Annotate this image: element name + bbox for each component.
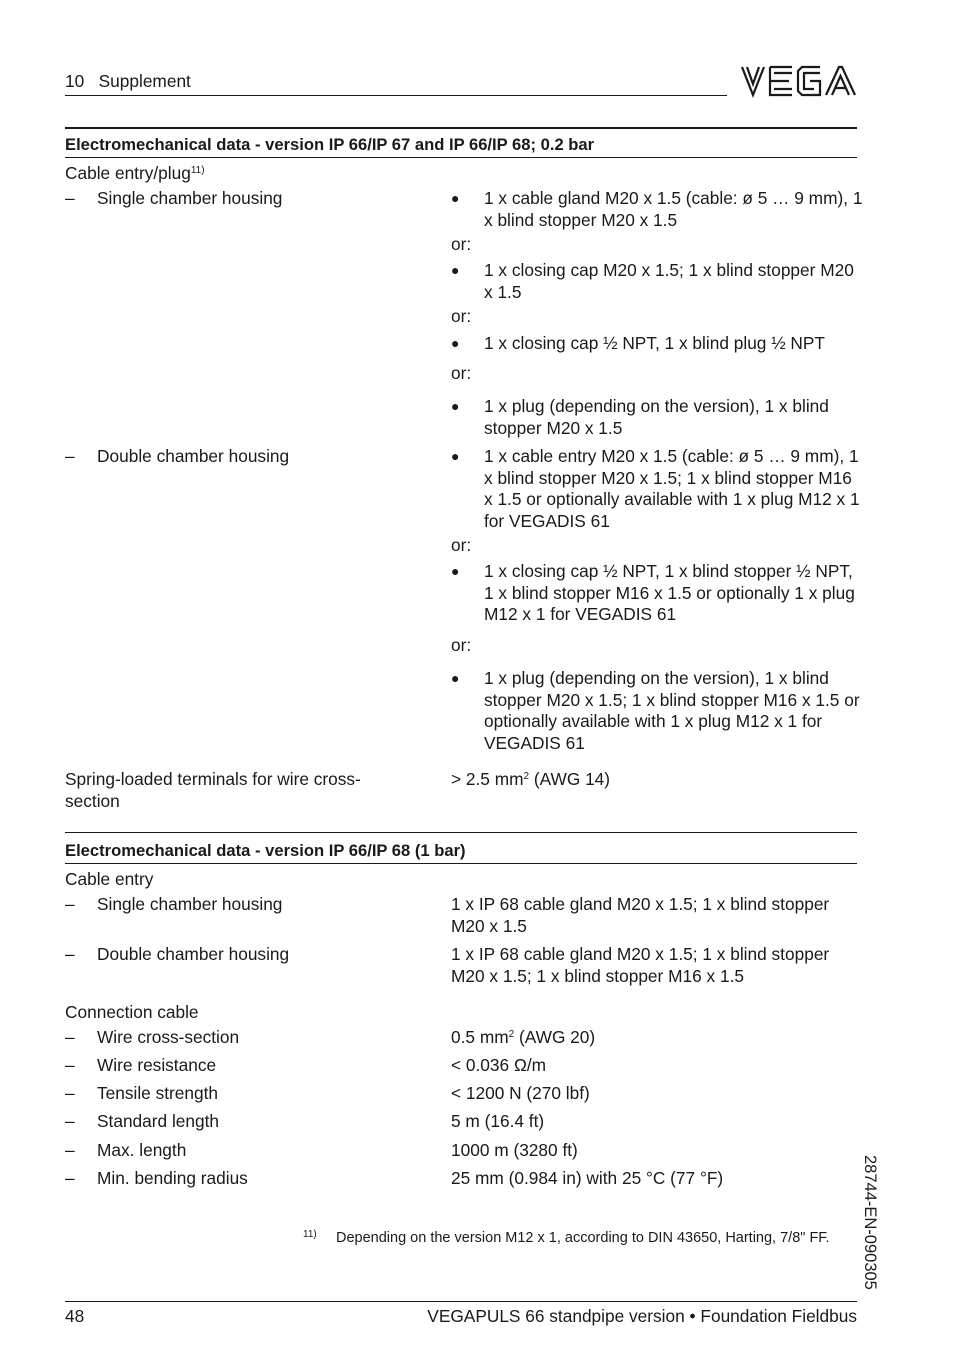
dash: – xyxy=(65,1111,75,1131)
value-pre: 0.5 mm xyxy=(451,1027,509,1047)
spring-terminals-label: Spring-loaded terminals for wire cross-section xyxy=(65,769,361,811)
cable-row-label: Tensile strength xyxy=(97,1083,219,1103)
cable-entry-label xyxy=(65,163,205,185)
single-chamber-label-ip68: Single chamber housing xyxy=(97,894,283,914)
cable-row-value: < 1200 N (270 lbf) xyxy=(451,1083,590,1103)
spring-terminals-value xyxy=(451,769,861,791)
section2-title: Electromechanical data - version IP 66/IP 68 (1 bar) xyxy=(65,841,466,860)
double-chamber-label: Double chamber housing xyxy=(97,446,290,466)
dash: – xyxy=(65,1055,75,1075)
bullet-icon: ● xyxy=(451,262,460,278)
value-sup: 2 xyxy=(508,1029,515,1040)
dash: – xyxy=(65,446,75,466)
vega-logo-mark xyxy=(740,64,858,98)
single-chamber-value-ip68: 1 x IP 68 cable gland M20 x 1.5; 1 x blind stopper M20 x 1.5 xyxy=(451,894,830,936)
single-item-1: 1 x cable gland M20 x 1.5 (cable: ø 5 … 9 mm), 1 x blind stopper M20 x 1.5 xyxy=(484,188,863,230)
bullet-icon: ● xyxy=(451,190,460,206)
double-item-3: 1 x plug (depending on the version), 1 x blind stopper M20 x 1.5; 1 x blind stopper M16 x 1.5 or optionally available with 1 x plug M12 x 1 for VEGADIS 61 xyxy=(484,668,860,753)
double-item-2: 1 x closing cap ½ NPT, 1 x blind stopper ½ NPT, 1 x blind stopper M16 x 1.5 or optionally 1 x plug M12 x 1 for VEGADIS 61 xyxy=(484,561,855,625)
section2-title-rule xyxy=(65,863,857,864)
spring-value-pre: > 2.5 mm xyxy=(451,769,524,789)
footer-rule xyxy=(65,1301,857,1302)
or-label: or: xyxy=(451,363,472,383)
cable-row-value: 25 mm (0.984 in) with 25 °C (77 °F) xyxy=(451,1168,724,1188)
bullet-icon: ● xyxy=(451,335,460,351)
bullet-icon: ● xyxy=(451,448,460,464)
cable-row-value: < 0.036 Ω/m xyxy=(451,1055,547,1075)
header-rule xyxy=(65,95,727,96)
document-code: 28744-EN-090305 xyxy=(861,1155,879,1290)
double-chamber-value-ip68: 1 x IP 68 cable gland M20 x 1.5; 1 x blind stopper M20 x 1.5; 1 x blind stopper M16 x 1.5 xyxy=(451,944,830,986)
footer-title: VEGAPULS 66 standpipe version • Foundation Fieldbus xyxy=(427,1306,857,1326)
double-chamber-label-ip68: Double chamber housing xyxy=(97,944,290,964)
cable-row-value: 1000 m (3280 ft) xyxy=(451,1140,578,1160)
section1-title-rule xyxy=(65,157,857,158)
cable-row-label: Min. bending radius xyxy=(97,1168,248,1188)
single-item-3: 1 x closing cap ½ NPT, 1 x blind plug ½ NPT xyxy=(484,333,825,353)
section2-top-rule xyxy=(65,832,857,833)
or-label: or: xyxy=(451,234,472,254)
footnote-text: Depending on the version M12 x 1, according to DIN 43650, Harting, 7/8" FF. xyxy=(336,1230,830,1246)
header-section: 10 Supplement xyxy=(65,71,191,91)
bullet-icon: ● xyxy=(451,670,460,686)
or-label: or: xyxy=(451,535,472,555)
dash: – xyxy=(65,1083,75,1103)
or-label: or: xyxy=(451,306,472,326)
footnote-mark: 11) xyxy=(303,1229,317,1240)
vega-logo xyxy=(740,64,858,98)
bullet-icon: ● xyxy=(451,563,460,579)
dash: – xyxy=(65,1168,75,1188)
cable-row-label: Max. length xyxy=(97,1140,187,1160)
value-post: (AWG 20) xyxy=(514,1027,596,1047)
or-label: or: xyxy=(451,635,472,655)
cable-row-label: Wire resistance xyxy=(97,1055,217,1075)
dash: – xyxy=(65,1140,75,1160)
connection-cable-label: Connection cable xyxy=(65,1002,199,1022)
single-item-4: 1 x plug (depending on the version), 1 x blind stopper M20 x 1.5 xyxy=(484,396,829,438)
bullet-icon: ● xyxy=(451,398,460,414)
double-item-1: 1 x cable entry M20 x 1.5 (cable: ø 5 … 9 mm), 1 x blind stopper M20 x 1.5; 1 x blind stopper M16 x 1.5 or optionally available with 1 x plug M12 x 1 for VEGADIS 61 xyxy=(484,446,860,531)
single-item-2: 1 x closing cap M20 x 1.5; 1 x blind stopper M20 x 1.5 xyxy=(484,260,854,302)
cable-row-label: Wire cross-section xyxy=(97,1027,240,1047)
page-number: 48 xyxy=(65,1306,85,1326)
section1-title: Electromechanical data - version IP 66/IP 67 and IP 66/IP 68; 0.2 bar xyxy=(65,135,595,154)
cable-row-label: Standard length xyxy=(97,1111,220,1131)
dash: – xyxy=(65,944,75,964)
cable-entry-label-ip68: Cable entry xyxy=(65,869,154,889)
cable-row-value xyxy=(451,1027,861,1049)
spring-value-post: (AWG 14) xyxy=(529,769,611,789)
cable-row-value: 5 m (16.4 ft) xyxy=(451,1111,545,1131)
single-chamber-label: Single chamber housing xyxy=(97,188,283,208)
footnote-ref: 11) xyxy=(190,165,205,176)
dash: – xyxy=(65,894,75,914)
section1-top-rule xyxy=(65,127,857,129)
dash: – xyxy=(65,188,75,208)
dash: – xyxy=(65,1027,75,1047)
cable-entry-label-text: Cable entry/plug xyxy=(65,163,191,183)
spring-value-sup: 2 xyxy=(523,771,530,782)
